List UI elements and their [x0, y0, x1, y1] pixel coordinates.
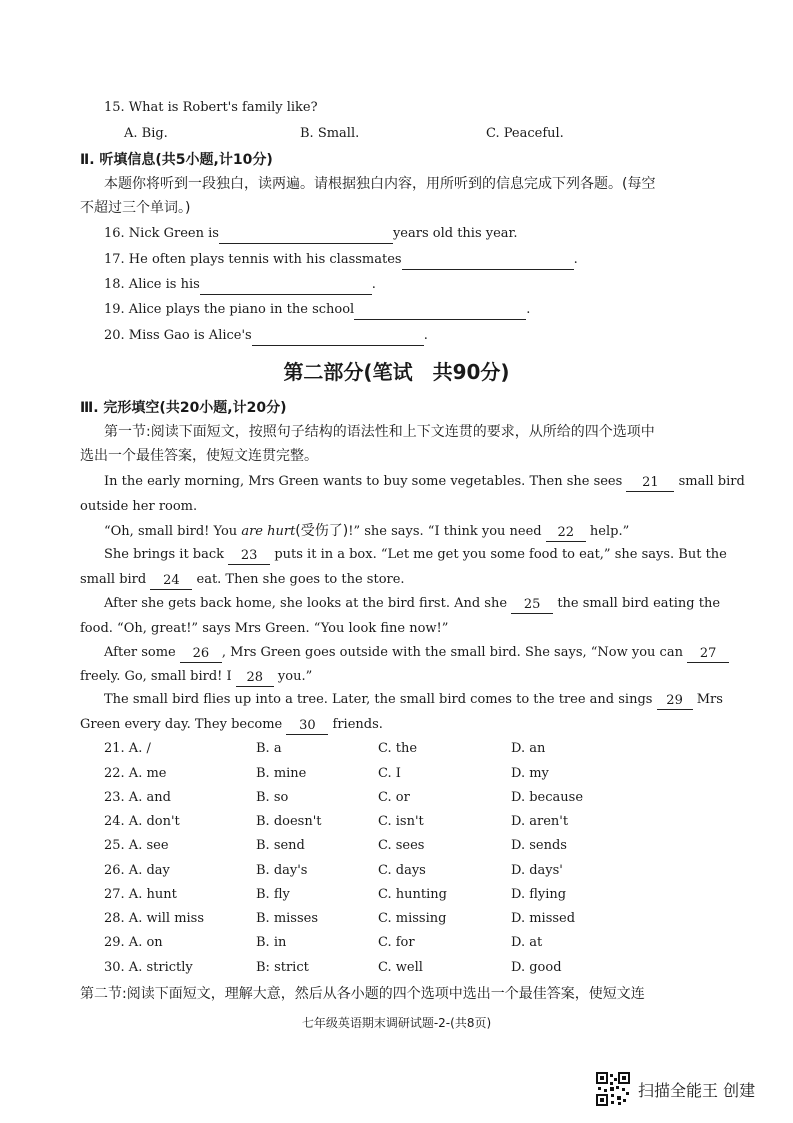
passage-line-1: [104, 472, 745, 492]
section-3-part2-instruction: 第二节:阅读下面短文，理解大意，然后从各小题的四个选项中选出一个最佳答案，使短文连: [80, 986, 645, 1002]
passage-text: The small bird flies up into a tree. Later, the small bird comes to the tree and sings: [104, 692, 653, 707]
passage-text: After she gets back home, she looks at the bird first. And she: [104, 596, 508, 611]
option-22-c: C. I: [378, 766, 401, 781]
passage-line-9: [80, 667, 312, 687]
option-30-a: 30. A. strictly: [104, 960, 193, 975]
scanner-watermark: 扫描全能王 创建: [638, 1081, 756, 1100]
passage-line-6: [104, 594, 720, 614]
passage-line-11: [80, 715, 383, 735]
passage-line-7: food. “Oh, great!” says Mrs Green. “You look fine now!”: [80, 621, 449, 636]
q16-text-before: 16. Nick Green is: [104, 226, 219, 241]
passage-text: Green every day. They become: [80, 717, 283, 732]
passage-text: puts it in a box. “Let me get you some food to eat,” she says. But the: [274, 547, 727, 562]
option-22-d: D. my: [511, 766, 549, 781]
q20-text-after: .: [423, 328, 428, 343]
answer-blank-19[interactable]: [354, 304, 526, 320]
option-25-d: D. sends: [511, 838, 567, 853]
section-3-instruction-line1: 第一节:阅读下面短文，按照句子结构的语法性和上下文连贯的要求，从所给的四个选项中: [104, 424, 655, 440]
option-26-c: C. days: [378, 863, 426, 878]
option-21-d: D. an: [511, 741, 546, 756]
passage-line-5: [80, 570, 405, 590]
passage-text: freely. Go, small bird! I: [80, 669, 232, 684]
q17-text-before: 17. He often plays tennis with his classmates: [104, 252, 402, 267]
page-footer: 七年级英语期末调研试题-2-(共8页): [301, 1016, 492, 1030]
section-2-instruction-line2: 不超过三个单词。): [80, 200, 191, 216]
passage-text: !” she says. “I think you need: [348, 524, 542, 539]
cloze-blank-23: 23: [228, 548, 270, 565]
option-22-a: 22. A. me: [104, 766, 167, 781]
passage-text: “Oh, small bird! You: [104, 524, 238, 539]
passage-text: She brings it back: [104, 547, 225, 562]
passage-chinese-gloss: (受伤了): [295, 523, 349, 539]
cloze-blank-29: 29: [657, 693, 693, 710]
option-30-d: D. good: [511, 960, 562, 975]
option-23-c: C. or: [378, 790, 410, 805]
q20-text-before: 20. Miss Gao is Alice's: [104, 328, 252, 343]
option-30-c: C. well: [378, 960, 423, 975]
cloze-blank-27: 27: [687, 646, 729, 663]
option-27-a: 27. A. hunt: [104, 887, 177, 902]
q15-option-c: C. Peaceful.: [486, 126, 564, 141]
question-18: [104, 275, 376, 295]
q16-text-after: years old this year.: [392, 226, 518, 241]
question-16: [104, 224, 517, 244]
answer-blank-17[interactable]: [402, 254, 574, 270]
answer-blank-20[interactable]: [252, 330, 424, 346]
option-21-a: 21. A. /: [104, 741, 151, 756]
question-17: [104, 250, 578, 270]
cloze-blank-22: 22: [546, 525, 586, 542]
option-27-b: B. fly: [256, 887, 290, 902]
option-27-d: D. flying: [511, 887, 567, 902]
question-19: [104, 300, 530, 320]
q15-option-a: A. Big.: [124, 126, 168, 141]
q19-text-before: 19. Alice plays the piano in the school: [104, 302, 355, 317]
option-29-a: 29. A. on: [104, 935, 163, 950]
option-29-c: C. for: [378, 935, 415, 950]
option-28-d: D. missed: [511, 911, 576, 926]
option-21-b: B. a: [256, 741, 282, 756]
option-23-d: D. because: [511, 790, 584, 805]
q18-text-before: 18. Alice is his: [104, 277, 200, 292]
q17-text-after: .: [573, 252, 578, 267]
passage-italic-phrase: are hurt: [241, 524, 296, 539]
passage-text: , Mrs Green goes outside with the small bird. She says, “Now you can: [221, 645, 683, 660]
passage-line-8: [104, 643, 729, 663]
option-25-b: B. send: [256, 838, 305, 853]
passage-text: you.”: [277, 669, 313, 684]
option-29-b: B. in: [256, 935, 287, 950]
option-24-a: 24. A. don't: [104, 814, 180, 829]
section-2-heading: Ⅱ. 听填信息(共5小题,计10分): [80, 152, 273, 168]
q15-option-b: B. Small.: [300, 126, 360, 141]
passage-line-10: [104, 690, 723, 710]
passage-text: the small bird eating the: [557, 596, 721, 611]
passage-line-4: [104, 545, 727, 565]
qr-code-icon: [596, 1072, 630, 1106]
cloze-blank-26: 26: [180, 646, 222, 663]
option-29-d: D. at: [511, 935, 543, 950]
option-22-b: B. mine: [256, 766, 307, 781]
option-24-b: B. doesn't: [256, 814, 322, 829]
cloze-blank-21: 21: [626, 475, 674, 492]
option-28-b: B. misses: [256, 911, 319, 926]
cloze-blank-24: 24: [150, 573, 192, 590]
passage-line-3: [104, 521, 629, 542]
section-3-instruction-line2: 选出一个最佳答案，使短文连贯完整。: [80, 448, 318, 464]
option-24-d: D. aren't: [511, 814, 569, 829]
option-28-a: 28. A. will miss: [104, 911, 205, 926]
option-30-b: B: strict: [256, 960, 309, 975]
q18-text-after: .: [371, 277, 376, 292]
option-23-a: 23. A. and: [104, 790, 171, 805]
passage-text: small bird: [80, 572, 147, 587]
part-2-title: 第二部分(笔试 共90分): [283, 360, 510, 384]
passage-text: help.”: [589, 524, 630, 539]
cloze-blank-28: 28: [236, 670, 274, 687]
passage-text: Mrs: [696, 692, 723, 707]
option-26-a: 26. A. day: [104, 863, 170, 878]
passage-line-2: outside her room.: [80, 499, 198, 514]
option-23-b: B. so: [256, 790, 289, 805]
cloze-blank-30: 30: [286, 718, 328, 735]
section-3-heading: Ⅲ. 完形填空(共20小题,计20分): [80, 400, 287, 416]
option-25-c: C. sees: [378, 838, 425, 853]
option-27-c: C. hunting: [378, 887, 447, 902]
passage-text: eat. Then she goes to the store.: [196, 572, 405, 587]
option-24-c: C. isn't: [378, 814, 424, 829]
option-26-b: B. day's: [256, 863, 308, 878]
question-15-stem: 15. What is Robert's family like?: [104, 100, 318, 115]
q19-text-after: .: [526, 302, 531, 317]
option-26-d: D. days': [511, 863, 563, 878]
option-25-a: 25. A. see: [104, 838, 169, 853]
cloze-blank-25: 25: [511, 597, 553, 614]
answer-blank-18[interactable]: [200, 279, 372, 295]
question-20: [104, 326, 428, 346]
option-21-c: C. the: [378, 741, 418, 756]
passage-text: friends.: [332, 717, 383, 732]
section-2-instruction-line1: 本题你将听到一段独白，读两遍。请根据独白内容，用所听到的信息完成下列各题。(每空: [104, 176, 656, 192]
answer-blank-16[interactable]: [219, 228, 393, 244]
option-28-c: C. missing: [378, 911, 447, 926]
passage-text: After some: [104, 645, 176, 660]
passage-text: small bird: [678, 474, 745, 489]
passage-text: In the early morning, Mrs Green wants to buy some vegetables. Then she sees: [104, 474, 623, 489]
